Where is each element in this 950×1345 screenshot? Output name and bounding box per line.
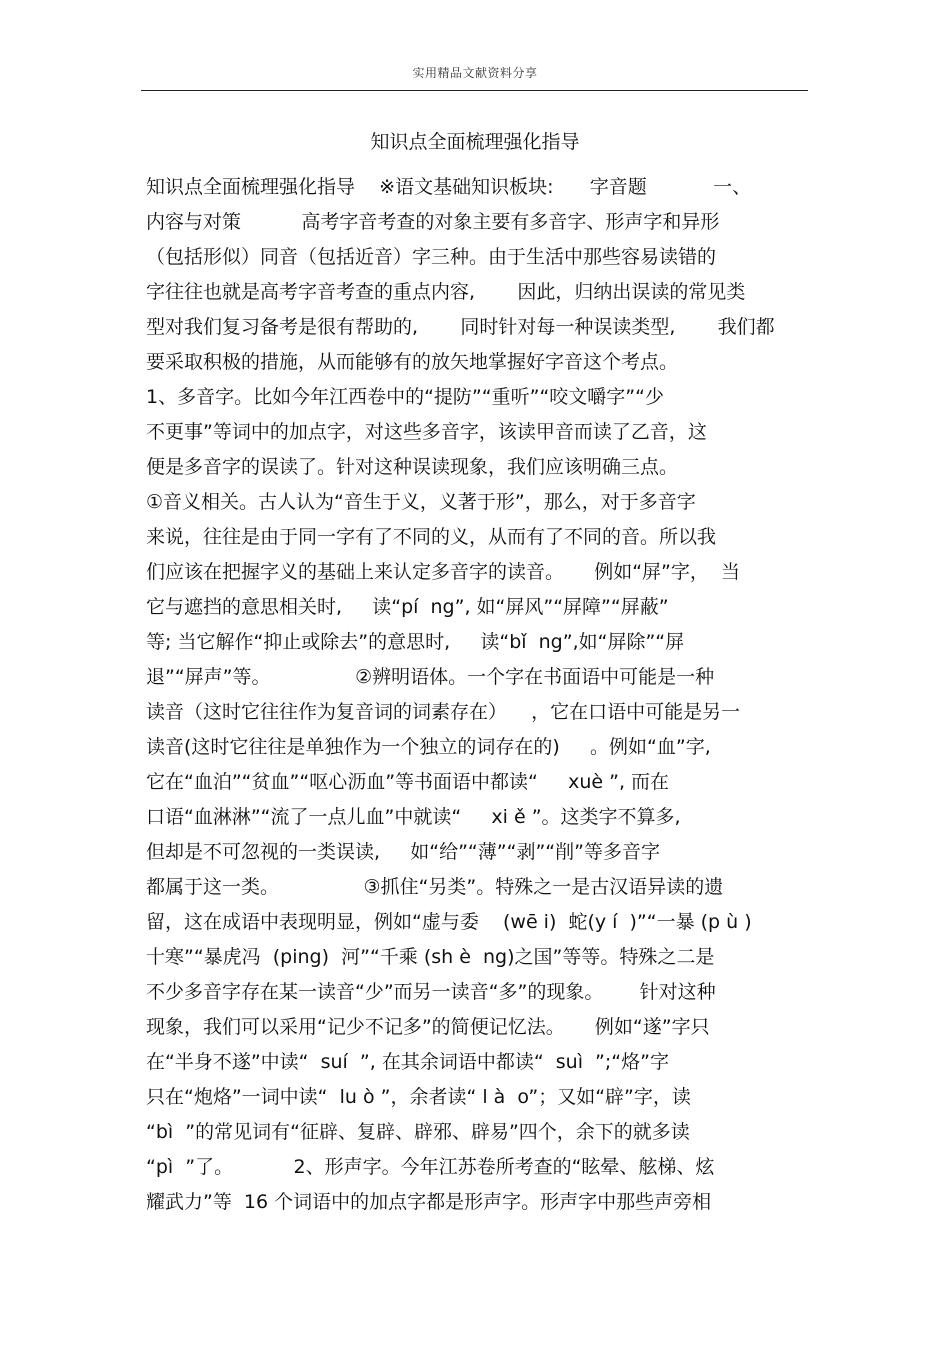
body-line: 型对我们复习备考是很有帮助的, 同时针对每一种误读类型, 我们都 [146,316,775,338]
body-line: 留，这在成语中表现明显，例如“虚与委 (wē i) 蛇(y í )”“一暴 (p ù ) [146,911,752,933]
body-line: 们应该在把握字义的基础上来认定多音字的读音。 例如“屏”字， 当 [146,561,740,583]
body-line: 便是多音字的误读了。针对这种误读现象，我们应该明确三点。 [146,456,679,478]
body-line: 等; 当它解作“抑止或除去”的意思时, 读“bǐ ng”,如“屏除”“屏 [146,631,685,653]
body-line: 十寒”“暴虎冯 (ping) 河”“千乘 (sh è ng)之国”等等。特殊之二是 [146,946,715,968]
body-line: 要采取积极的措施，从而能够有的放矢地掌握好字音这个考点。 [146,351,679,373]
body-line: “bì ”的常见词有“征辟、复辟、辟邪、辟易”四个，余下的就多读 [146,1121,690,1143]
body-line: 但却是不可忽视的一类误读, 如“给”“薄”“剥”“削”等多音字 [146,841,660,863]
header-divider [141,90,808,91]
body-line: （包括形似）同音（包括近音）字三种。由于生活中那些容易读错的 [146,246,717,268]
body-line: 不更事”等词中的加点字，对这些多音字，该读甲音而读了乙音，这 [146,421,707,443]
body-line: “pì ”了。 2、形声字。今年江苏卷所考查的“眩晕、舷梯、炫 [146,1156,715,1178]
body-line: 内容与对策 高考字音考查的对象主要有多音字、形声字和异形 [146,211,720,233]
body-line: 在“半身不遂”中读“ suí ”, 在其余词语中都读“ suì ”;“烙”字 [146,1051,669,1073]
body-line: 只在“炮烙”一词中读“ lu ò ”，余者读“ l à o”；又如“辟”字，读 [146,1086,691,1108]
body-text [146,175,836,1225]
body-line: 退”“屏声”等。 ②辨明语体。一个字在书面语中可能是一种 [146,666,715,688]
body-line: 口语“血淋淋”“流了一点儿血”中就读“ xi ě ”。这类字不算多, [146,806,681,828]
body-line: 它与遮挡的意思相关时, 读“pí ng”, 如“屏风”“屏障”“屏蔽” [146,596,669,618]
document-title: 知识点全面梳理强化指导 [370,131,580,153]
body-line: 耀武力”等 16 个词语中的加点字都是形声字。形声字中那些声旁相 [146,1191,712,1213]
body-line: 1、多音字。比如今年江西卷中的“提防”“重听”“咬文嚼字”“少 [146,386,664,408]
body-line: 不少多音字存在某一读音“少”而另一读音“多”的现象。 针对这种 [146,981,716,1003]
body-line: 读音(这时它往往是单独作为一个独立的词存在的) 。例如“血”字, [146,736,711,758]
body-line: 现象，我们可以采用“记少不记多”的简便记忆法。 例如“遂”字只 [146,1016,710,1038]
body-line: 字往往也就是高考字音考查的重点内容, 因此，归纳出误读的常见类 [146,281,746,303]
body-line: 读音（这时它往往作为复音词的词素存在） ，它在口语中可能是另一 [146,701,741,723]
running-header: 实用精品文献资料分享 [412,66,538,80]
body-line: ①音义相关。古人认为“音生于义，义著于形”，那么，对于多音字 [146,491,696,513]
body-line: 知识点全面梳理强化指导 ※语文基础知识板块: 字音题 一、 [146,176,752,198]
body-line: 来说，往往是由于同一字有了不同的义，从而有了不同的音。所以我 [146,526,717,548]
body-line: 它在“血泊”“贫血”“呕心沥血”等书面语中都读“ xuè ”, 而在 [146,771,670,793]
body-line: 都属于这一类。 ③抓住“另类”。特殊之一是古汉语异读的遗 [146,876,724,898]
